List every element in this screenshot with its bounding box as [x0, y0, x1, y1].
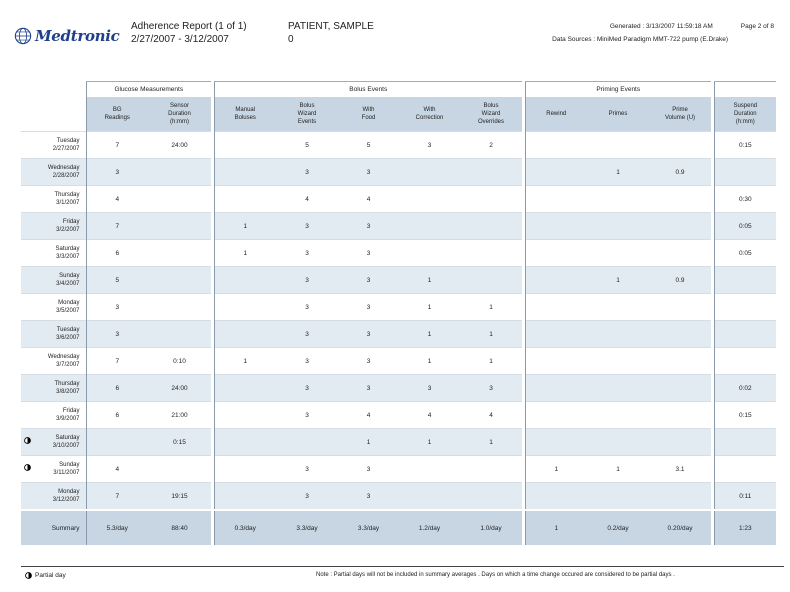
table-cell [714, 429, 776, 456]
table-cell: 3 [338, 267, 399, 294]
row-date [21, 483, 86, 511]
table-cell [714, 159, 776, 186]
table-cell: 3 [276, 483, 338, 511]
table-cell [460, 213, 522, 240]
column-header: Bolus Wizard Events [276, 97, 338, 132]
summary-cell: 3.3/day [276, 510, 338, 545]
table-cell: 3 [86, 321, 148, 348]
table-cell: 1 [587, 267, 649, 294]
table-cell: 1 [525, 456, 587, 483]
table-cell [525, 186, 587, 213]
summary-row [21, 510, 776, 545]
globe-icon [14, 27, 32, 45]
table-cell: 3 [338, 483, 399, 511]
footer-rule [21, 566, 784, 567]
summary-cell: 5.3/day [86, 510, 148, 545]
row-date [21, 213, 86, 240]
row-date-value: 3/4/2007 [56, 281, 80, 287]
column-header: Bolus Wizard Overrides [460, 97, 522, 132]
summary-cell: 1 [525, 510, 587, 545]
table-cell: 5 [276, 132, 338, 159]
row-date-value: 3/7/2007 [56, 362, 80, 368]
row-date [21, 186, 86, 213]
partial-day-icon [24, 437, 31, 444]
table-cell: 0:15 [148, 429, 211, 456]
table-cell: 24:00 [148, 375, 211, 402]
row-day: Friday [62, 219, 80, 225]
table-cell: 1 [399, 321, 460, 348]
summary-cell: 1:23 [714, 510, 776, 545]
table-row [21, 132, 776, 159]
table-cell [525, 132, 587, 159]
table-cell: 5 [338, 132, 399, 159]
column-header: Suspend Duration (h:mm) [714, 97, 776, 132]
table-cell: 3 [276, 456, 338, 483]
row-date [21, 132, 86, 159]
table-cell [399, 483, 460, 511]
table-cell [525, 321, 587, 348]
row-date-value: 2/27/2007 [52, 146, 80, 152]
table-cell [649, 321, 711, 348]
table-cell [214, 429, 276, 456]
table-row [21, 267, 776, 294]
table-cell [148, 267, 211, 294]
table-cell: 3 [276, 348, 338, 375]
row-date [21, 348, 86, 375]
row-date-value: 3/11/2007 [53, 470, 80, 476]
table-cell: 1 [460, 429, 522, 456]
table-cell: 0.9 [649, 159, 711, 186]
adherence-table [21, 81, 776, 545]
table-cell: 3 [338, 375, 399, 402]
row-date-value: 3/9/2007 [56, 416, 80, 422]
row-date [21, 267, 86, 294]
table-cell: 3 [86, 294, 148, 321]
row-date-value: 3/10/2007 [52, 443, 80, 449]
table-cell [649, 294, 711, 321]
table-cell [460, 267, 522, 294]
table-row [21, 186, 776, 213]
table-cell: 0:30 [714, 186, 776, 213]
footer-note: Note : Partial days will not be included in summary averages . Days on which a time change occured are considered to be partial days . [316, 572, 675, 578]
row-day: Thursday [54, 381, 80, 387]
table-cell: 4 [338, 402, 399, 429]
table-cell: 3 [399, 375, 460, 402]
row-day: Monday [58, 489, 80, 495]
table-cell [148, 159, 211, 186]
table-cell [587, 375, 649, 402]
partial-day-icon [25, 572, 32, 579]
table-row [21, 483, 776, 511]
table-cell [587, 348, 649, 375]
column-header: Rewind [525, 97, 587, 132]
table-row [21, 294, 776, 321]
table-cell [649, 186, 711, 213]
row-date-value: 3/8/2007 [56, 389, 80, 395]
table-cell: 3 [276, 159, 338, 186]
summary-cell: 88:40 [148, 510, 211, 545]
table-cell: 5 [86, 267, 148, 294]
row-day: Sunday [59, 462, 80, 468]
row-date [21, 456, 86, 483]
column-header: Manual Boluses [214, 97, 276, 132]
table-cell: 4 [86, 186, 148, 213]
table-cell: 3 [338, 240, 399, 267]
table-cell [148, 294, 211, 321]
row-day: Wednesday [47, 354, 80, 360]
row-date-value: 3/1/2007 [56, 200, 80, 206]
table-cell [649, 375, 711, 402]
group-priming: Priming Events [525, 82, 711, 98]
column-header: Sensor Duration (h:mm) [148, 97, 211, 132]
table-cell: 3 [276, 375, 338, 402]
table-cell [525, 375, 587, 402]
table-cell: 0:05 [714, 240, 776, 267]
table-cell [649, 402, 711, 429]
summary-cell: 1.2/day [399, 510, 460, 545]
table-cell [214, 267, 276, 294]
table-cell [214, 132, 276, 159]
table-cell [587, 213, 649, 240]
table-cell: 24:00 [148, 132, 211, 159]
table-cell: 2 [460, 132, 522, 159]
table-cell: 3 [338, 321, 399, 348]
table-cell [214, 402, 276, 429]
table-cell: 1 [214, 348, 276, 375]
table-cell: 3 [338, 348, 399, 375]
table-cell: 1 [399, 348, 460, 375]
table-cell [525, 240, 587, 267]
table-cell [525, 267, 587, 294]
medtronic-logo [14, 27, 120, 45]
table-cell [525, 483, 587, 511]
table-cell: 3 [276, 267, 338, 294]
table-row [21, 429, 776, 456]
table-cell: 4 [460, 402, 522, 429]
column-header: With Food [338, 97, 399, 132]
table-row [21, 456, 776, 483]
table-cell [587, 294, 649, 321]
table-row [21, 321, 776, 348]
table-cell: 1 [460, 348, 522, 375]
table-cell [714, 267, 776, 294]
table-cell [214, 186, 276, 213]
report-title: Adherence Report (1 of 1) [131, 21, 247, 32]
table-cell: 7 [86, 213, 148, 240]
table-cell: 4 [276, 186, 338, 213]
summary-cell: 3.3/day [338, 510, 399, 545]
table-cell [460, 483, 522, 511]
row-day: Thursday [54, 192, 80, 198]
table-cell [649, 240, 711, 267]
table-cell [525, 402, 587, 429]
row-day: Monday [58, 300, 80, 306]
table-cell: 7 [86, 483, 148, 511]
table-cell [460, 456, 522, 483]
table-cell [587, 186, 649, 213]
table-cell: 19:15 [148, 483, 211, 511]
table-cell: 3 [276, 213, 338, 240]
row-date-value: 3/3/2007 [56, 254, 80, 260]
table-cell [587, 429, 649, 456]
row-date [21, 240, 86, 267]
table-cell: 3.1 [649, 456, 711, 483]
table-cell [587, 132, 649, 159]
table-cell [525, 294, 587, 321]
table-row [21, 159, 776, 186]
table-cell [649, 132, 711, 159]
table-cell: 3 [338, 159, 399, 186]
table-cell: 3 [338, 456, 399, 483]
table-cell: 0:11 [714, 483, 776, 511]
column-header: BG Readings [86, 97, 148, 132]
patient-id: 0 [288, 34, 294, 45]
table-cell: 1 [399, 294, 460, 321]
table-row [21, 240, 776, 267]
table-cell: 4 [338, 186, 399, 213]
table-cell [214, 321, 276, 348]
table-cell [276, 429, 338, 456]
patient-block [288, 20, 374, 46]
table-cell: 6 [86, 375, 148, 402]
table-cell: 3 [86, 159, 148, 186]
table-cell: 1 [460, 321, 522, 348]
table-cell: 3 [276, 294, 338, 321]
table-cell [714, 348, 776, 375]
legend [25, 572, 66, 579]
table-cell [148, 213, 211, 240]
table-cell [148, 240, 211, 267]
table-cell [460, 186, 522, 213]
table-cell: 1 [214, 213, 276, 240]
table-cell: 3 [338, 213, 399, 240]
row-day: Tuesday [56, 138, 80, 144]
generated-timestamp: Generated : 3/13/2007 11:59:18 AM [609, 23, 713, 30]
row-date [21, 321, 86, 348]
table-cell [525, 348, 587, 375]
date-range: 2/27/2007 - 3/12/2007 [131, 34, 229, 45]
row-date-value: 3/12/2007 [52, 497, 80, 503]
table-cell: 7 [86, 348, 148, 375]
row-day: Wednesday [47, 165, 80, 171]
table-cell: 0:02 [714, 375, 776, 402]
patient-name: PATIENT, SAMPLE [288, 21, 374, 32]
row-date [21, 375, 86, 402]
table-cell: 6 [86, 402, 148, 429]
summary-cell: 0.20/day [649, 510, 711, 545]
table-cell [649, 429, 711, 456]
table-cell: 0:15 [714, 132, 776, 159]
column-header: Primes [587, 97, 649, 132]
table-cell: 3 [276, 321, 338, 348]
table-cell: 3 [276, 240, 338, 267]
logo-text: Medtronic [35, 27, 120, 45]
table-cell [214, 375, 276, 402]
row-date-value: 3/5/2007 [56, 308, 80, 314]
row-date [21, 402, 86, 429]
table-cell [714, 456, 776, 483]
table-cell [148, 321, 211, 348]
table-cell [214, 294, 276, 321]
table-cell: 4 [399, 402, 460, 429]
row-day: Friday [62, 408, 80, 414]
table-cell: 3 [276, 402, 338, 429]
table-cell [649, 348, 711, 375]
table-cell [148, 186, 211, 213]
table-cell [714, 294, 776, 321]
column-header: With Correction [399, 97, 460, 132]
table-cell [214, 456, 276, 483]
group-bolus: Bolus Events [214, 82, 522, 98]
summary-cell: 1.0/day [460, 510, 522, 545]
table-cell: 1 [214, 240, 276, 267]
row-date [21, 429, 86, 456]
table-cell [399, 240, 460, 267]
table-cell: 1 [587, 159, 649, 186]
row-date [21, 159, 86, 186]
report-title-block [131, 20, 247, 46]
table-cell [460, 240, 522, 267]
group-glucose: Glucose Measurements [86, 82, 211, 98]
table-cell: 1 [338, 429, 399, 456]
row-date-value: 3/2/2007 [56, 227, 80, 233]
table-cell [86, 429, 148, 456]
table-cell: 0:10 [148, 348, 211, 375]
table-cell [525, 213, 587, 240]
table-cell [587, 402, 649, 429]
table-cell: 4 [86, 456, 148, 483]
table-cell: 1 [399, 429, 460, 456]
partial-day-icon [24, 464, 31, 471]
table-cell: 0:05 [714, 213, 776, 240]
table-cell: 1 [587, 456, 649, 483]
table-row [21, 375, 776, 402]
legend-label: Partial day [35, 572, 66, 579]
table-cell: 0.9 [649, 267, 711, 294]
row-day: Tuesday [56, 327, 80, 333]
table-row [21, 402, 776, 429]
table-cell [399, 186, 460, 213]
summary-cell: 0.2/day [587, 510, 649, 545]
table-cell [399, 456, 460, 483]
table-cell [399, 159, 460, 186]
table-cell [214, 159, 276, 186]
generated-block [552, 20, 774, 46]
column-header: Prime Volume (U) [649, 97, 711, 132]
page-number: Page 2 of 8 [740, 23, 774, 30]
row-day: Saturday [55, 246, 80, 252]
table-cell: 0:15 [714, 402, 776, 429]
table-cell [587, 321, 649, 348]
table-cell [399, 213, 460, 240]
table-row [21, 348, 776, 375]
table-cell [214, 483, 276, 511]
table-cell [649, 213, 711, 240]
table-cell [525, 429, 587, 456]
table-cell [587, 240, 649, 267]
row-day: Sunday [59, 273, 80, 279]
data-sources: Data Sources : MiniMed Paradigm MMT-722 pump (E.Drake) [552, 36, 728, 43]
table-cell [460, 159, 522, 186]
row-day: Saturday [55, 435, 80, 441]
table-cell [587, 483, 649, 511]
summary-label: Summary [21, 510, 86, 545]
table-cell [525, 159, 587, 186]
table-cell: 7 [86, 132, 148, 159]
table-cell: 21:00 [148, 402, 211, 429]
table-row [21, 213, 776, 240]
row-date [21, 294, 86, 321]
table-cell [649, 483, 711, 511]
table-cell: 3 [399, 132, 460, 159]
table-cell: 3 [460, 375, 522, 402]
table-cell: 3 [338, 294, 399, 321]
table-cell: 6 [86, 240, 148, 267]
summary-cell: 0.3/day [214, 510, 276, 545]
table-cell [148, 456, 211, 483]
table-cell [714, 321, 776, 348]
row-date-value: 3/6/2007 [56, 335, 80, 341]
table-cell: 1 [460, 294, 522, 321]
row-date-value: 2/28/2007 [52, 173, 80, 179]
table-cell: 1 [399, 267, 460, 294]
